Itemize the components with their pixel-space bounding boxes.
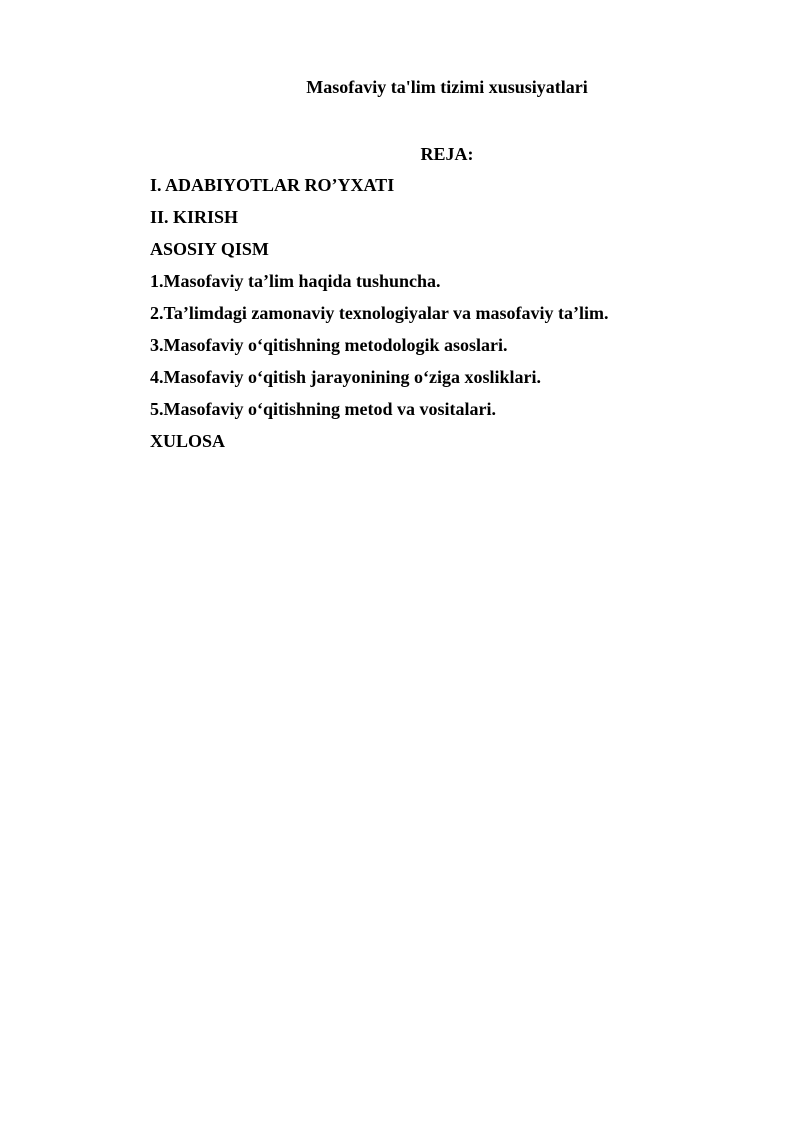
plan-item-main-part: ASOSIY QISM <box>150 239 269 259</box>
plan-item-introduction: II. KIRISH <box>150 207 239 227</box>
plan-item-1: 1.Masofaviy ta’lim haqida tushuncha. <box>150 271 441 291</box>
plan-item-conclusion: XULOSA <box>150 431 226 451</box>
plan-list <box>150 174 609 462</box>
plan-item-2: 2.Ta’limdagi zamonaviy texnologiyalar va masofaviy ta’lim. <box>150 303 609 323</box>
plan-heading: REJA: <box>420 144 474 164</box>
plan-item-3: 3.Masofaviy o‘qitishning metodologik asoslari. <box>150 335 508 355</box>
document-title: Masofaviy ta'lim tizimi xususiyatlari <box>306 77 588 97</box>
plan-item-references: I. ADABIYOTLAR RO’YXATI <box>150 175 395 195</box>
plan-item-5: 5.Masofaviy o‘qitishning metod va vositalari. <box>150 399 497 419</box>
plan-item-4: 4.Masofaviy o‘qitish jarayonining o‘ziga xosliklari. <box>150 367 542 387</box>
